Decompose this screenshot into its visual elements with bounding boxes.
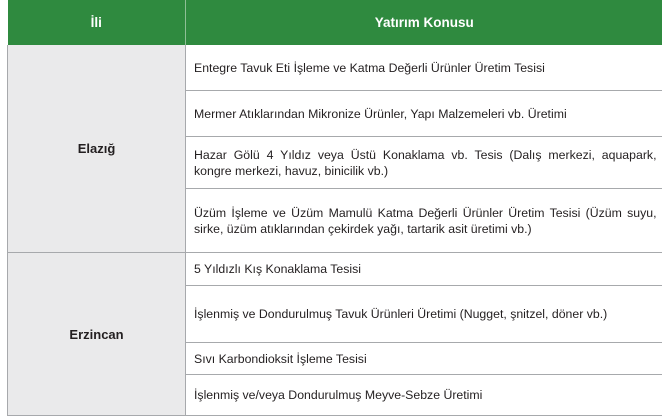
topic-cell: Sıvı Karbondioksit İşleme Tesisi xyxy=(186,343,662,375)
column-header-province: İli xyxy=(8,0,186,45)
topic-cell: Entegre Tavuk Eti İşleme ve Katma Değerli Ürünler Üretim Tesisi xyxy=(186,45,662,91)
topic-cell: 5 Yıldızlı Kış Konaklama Tesisi xyxy=(186,253,662,286)
column-header-investment-topic: Yatırım Konusu xyxy=(186,0,662,45)
topic-cell: İşlenmiş ve Dondurulmuş Tavuk Ürünleri Üretimi (Nugget, şnitzel, döner vb.) xyxy=(186,286,662,343)
investment-table xyxy=(7,0,662,416)
province-cell-erzincan: Erzincan xyxy=(8,253,186,416)
table-row xyxy=(8,45,662,91)
topic-cell: İşlenmiş ve/veya Dondurulmuş Meyve-Sebze Üretimi xyxy=(186,375,662,416)
topic-cell: Üzüm İşleme ve Üzüm Mamulü Katma Değerli Ürünler Üretim Tesisi (Üzüm suyu, sirke, üzüm atıklarından çekirdek yağı, tartarik asit üretimi vb.) xyxy=(186,189,662,253)
table-row xyxy=(8,253,662,286)
topic-cell: Mermer Atıklarından Mikronize Ürünler, Yapı Malzemeleri vb. Üretimi xyxy=(186,91,662,137)
table-header-row xyxy=(8,0,662,45)
province-cell-elazig: Elazığ xyxy=(8,45,186,253)
topic-cell: Hazar Gölü 4 Yıldız veya Üstü Konaklama vb. Tesis (Dalış merkezi, aquapark, kongre merkezi, havuz, binicilik vb.) xyxy=(186,137,662,189)
